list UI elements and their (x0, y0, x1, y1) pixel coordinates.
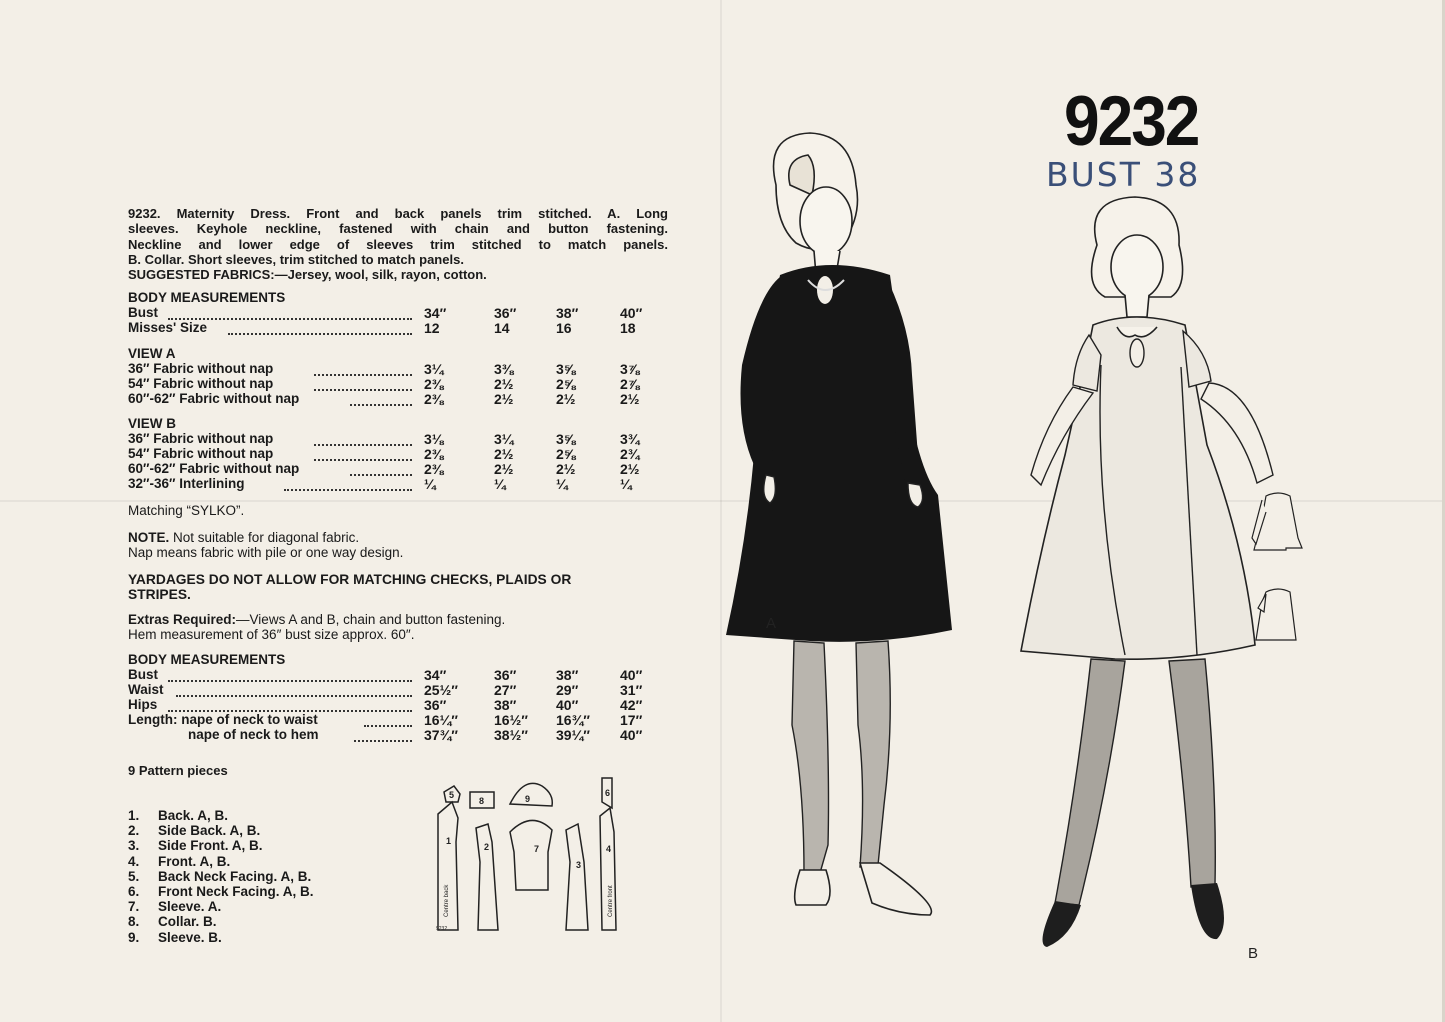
value-cell: 34″ (424, 667, 447, 683)
leader-dots (350, 391, 412, 406)
list-item: 7. Sleeve. A. (128, 899, 222, 915)
piece-label: 9 (525, 794, 531, 804)
leader-dots (354, 727, 412, 742)
row-label: 54″ Fabric without nap (128, 446, 274, 461)
yardage-row (128, 361, 668, 376)
value-cell: 2⅜ (424, 391, 444, 407)
row-label: 32″-36″ Interlining (128, 476, 245, 491)
leg-right (1169, 659, 1215, 887)
piece-label: 7 (534, 844, 540, 854)
piece-label: 5 (449, 790, 455, 800)
value-cell: 3¼ (424, 361, 444, 377)
description-line: Neckline and lower edge of sleeves trim stitched to match panels. (128, 236, 668, 252)
value-cell: 17″ (620, 712, 643, 728)
row-label: Waist (128, 682, 164, 697)
value-cell: 16¾″ (556, 712, 590, 728)
view-a-label: A (766, 615, 777, 632)
list-item: 5. Back Neck Facing. A, B. (128, 868, 312, 884)
value-cell: 27″ (494, 682, 517, 698)
description-line: B. Collar. Short sleeves, trim stitched to match panels. (128, 251, 464, 267)
piece-7-long-sleeve (510, 820, 552, 890)
section-heading: VIEW B (128, 416, 177, 431)
piece-stamp: 9232 (436, 926, 448, 932)
piece-label: 1 (446, 836, 452, 846)
piece-label: 3 (576, 860, 582, 870)
leg-left (792, 641, 829, 873)
hand-left (764, 475, 776, 503)
description-block (128, 206, 668, 282)
row-label: 60″-62″ Fabric without nap (128, 461, 300, 476)
value-cell: 14 (494, 320, 510, 336)
value-cell: ¼ (494, 476, 506, 492)
value-cell: 36″ (494, 305, 517, 321)
value-cell: 40″ (556, 697, 579, 713)
value-cell: 16¼″ (424, 712, 458, 728)
value-cell: 2½ (620, 391, 640, 407)
description-line: 9232. Maternity Dress. Front and back panels trim stitched. A. Long (128, 206, 668, 221)
yardage-row (128, 446, 668, 461)
value-cell: 40″ (620, 305, 643, 321)
view-a-illustration (680, 125, 970, 950)
value-cell: 2½ (556, 461, 576, 477)
measurement-row (128, 305, 668, 320)
face (800, 187, 852, 255)
grain-label: Centre front (608, 885, 614, 917)
row-label: 36″ Fabric without nap (128, 431, 274, 446)
description-line: SUGGESTED FABRICS:—Jersey, wool, silk, rayon, cotton. (128, 267, 487, 283)
section-heading: VIEW A (128, 346, 176, 361)
pattern-number: 9232 (1064, 81, 1199, 161)
value-cell: 34″ (424, 305, 447, 321)
value-cell: 2⅝ (556, 376, 576, 392)
measurement-row (128, 682, 668, 697)
back-view-b (1256, 589, 1296, 640)
row-label: Hips (128, 697, 158, 712)
yardage-row (128, 461, 668, 476)
face (1111, 235, 1163, 299)
list-item: 8. Collar. B. (128, 914, 217, 930)
value-cell: 42″ (620, 697, 643, 713)
extras-text: —Views A and B, chain and button fastening. (236, 612, 506, 627)
leader-dots (168, 305, 412, 320)
note-label: NOTE. (128, 530, 170, 545)
value-cell: ¼ (556, 476, 568, 492)
row-label: 60″-62″ Fabric without nap (128, 391, 300, 406)
row-label: nape of neck to hem (188, 727, 319, 742)
yardage-row (128, 391, 668, 406)
leader-dots (314, 376, 412, 391)
piece-3-side-front (566, 824, 588, 930)
piece-label: 6 (605, 788, 611, 798)
leg-right (856, 641, 890, 867)
value-cell: 3¾ (620, 431, 640, 447)
value-cell: 2⅝ (556, 446, 576, 462)
value-cell: 2⅜ (424, 461, 444, 477)
shoe-right (1191, 883, 1224, 939)
shoe-right (860, 863, 931, 915)
leader-dots (350, 461, 412, 476)
description-line: sleeves. Keyhole neckline, fastened with chain and button fastening. (128, 221, 668, 237)
row-label: 36″ Fabric without nap (128, 361, 274, 376)
piece-label: 2 (484, 842, 490, 852)
leader-dots (176, 682, 412, 697)
value-cell: 2½ (494, 461, 514, 477)
section-heading: BODY MEASUREMENTS (128, 652, 286, 667)
value-cell: 12 (424, 320, 440, 336)
yardage-row (128, 476, 668, 491)
note-line (128, 530, 359, 545)
value-cell: 37¾″ (424, 727, 458, 743)
row-label: Misses' Size (128, 320, 208, 335)
piece-label: 4 (606, 844, 612, 854)
section-heading: 9 Pattern pieces (128, 763, 228, 778)
shoe-left (795, 870, 830, 905)
matching-thread-note: Matching “SYLKO”. (128, 503, 245, 518)
view-b-label: B (1248, 945, 1259, 962)
yardage-warning: YARDAGES DO NOT ALLOW FOR MATCHING CHECKS, PLAIDS OR (128, 572, 572, 587)
yardage-warning: STRIPES. (128, 587, 191, 602)
value-cell: 3⅝ (556, 431, 576, 447)
value-cell: 3⅝ (556, 361, 576, 377)
pattern-pieces-diagram (430, 772, 630, 934)
yardage-row (128, 431, 668, 446)
value-cell: 36″ (494, 667, 517, 683)
measurement-row (128, 667, 668, 682)
list-item: 6. Front Neck Facing. A, B. (128, 883, 314, 899)
extras-line (128, 612, 505, 627)
value-cell: 16½″ (494, 712, 528, 728)
value-cell: 3¼ (494, 431, 514, 447)
value-cell: 38″ (556, 305, 579, 321)
value-cell: 18 (620, 320, 636, 336)
piece-label: 8 (479, 796, 485, 806)
extras-line: Hem measurement of 36″ bust size approx. 60″. (128, 627, 415, 642)
extras-label: Extras Required: (128, 612, 237, 627)
leader-dots (364, 712, 412, 727)
value-cell: 29″ (556, 682, 579, 698)
value-cell: 2⅜ (424, 446, 444, 462)
back-views-illustration (1240, 488, 1320, 648)
pattern-pieces-list (128, 808, 314, 945)
measurement-row (128, 712, 668, 727)
measurement-row (128, 320, 668, 335)
value-cell: 39¼″ (556, 727, 590, 743)
leader-dots (168, 697, 412, 712)
value-cell: 2½ (556, 391, 576, 407)
row-label: Length: nape of neck to waist (128, 712, 318, 727)
yardage-row (128, 376, 668, 391)
row-label: Bust (128, 305, 158, 320)
back-view-b-sleeve (1258, 594, 1266, 612)
note-text: Not suitable for diagonal fabric. (169, 530, 360, 545)
value-cell: 2⅜ (424, 376, 444, 392)
value-cell: 2½ (494, 446, 514, 462)
piece-2-side-back (476, 824, 498, 930)
leader-dots (314, 431, 412, 446)
value-cell: ¼ (620, 476, 632, 492)
value-cell: 40″ (620, 727, 643, 743)
note-line: Nap means fabric with pile or one way design. (128, 545, 404, 560)
value-cell: ¼ (424, 476, 436, 492)
measurement-row (128, 697, 668, 712)
leader-dots (314, 446, 412, 461)
value-cell: 2½ (494, 391, 514, 407)
keyhole-neckline (1130, 339, 1144, 367)
value-cell: 25½″ (424, 682, 458, 698)
value-cell: 36″ (424, 697, 447, 713)
measurement-row (128, 727, 668, 742)
value-cell: 16 (556, 320, 572, 336)
leader-dots (228, 320, 412, 335)
list-item: 9. Sleeve. B. (128, 929, 222, 945)
value-cell: 3⅞ (620, 361, 640, 377)
row-label: Bust (128, 667, 158, 682)
list-item: 1. Back. A, B. (128, 808, 229, 823)
section-heading: BODY MEASUREMENTS (128, 290, 286, 305)
value-cell: 38″ (494, 697, 517, 713)
value-cell: 2½ (620, 461, 640, 477)
list-item: 2. Side Back. A, B. (128, 823, 261, 839)
value-cell: 31″ (620, 682, 643, 698)
value-cell: 2⅞ (620, 376, 640, 392)
leader-dots (284, 476, 412, 491)
value-cell: 38½″ (494, 727, 528, 743)
value-cell: 2½ (494, 376, 514, 392)
leg-left (1055, 659, 1125, 905)
leader-dots (314, 361, 412, 376)
shoe-left (1043, 901, 1082, 947)
list-item: 4. Front. A, B. (128, 853, 231, 869)
value-cell: 3⅛ (424, 431, 444, 447)
piece-9-short-sleeve (510, 783, 552, 806)
value-cell: 40″ (620, 667, 643, 683)
value-cell: 38″ (556, 667, 579, 683)
bust-size-stamp: BUST 38 (1046, 155, 1201, 194)
leader-dots (168, 667, 412, 682)
grain-label: Centre back (444, 884, 450, 917)
value-cell: 2¾ (620, 446, 640, 462)
list-item: 3. Side Front. A, B. (128, 838, 263, 854)
dress-body (1021, 317, 1255, 659)
neck (1125, 295, 1149, 317)
value-cell: 3⅜ (494, 361, 514, 377)
row-label: 54″ Fabric without nap (128, 376, 274, 391)
